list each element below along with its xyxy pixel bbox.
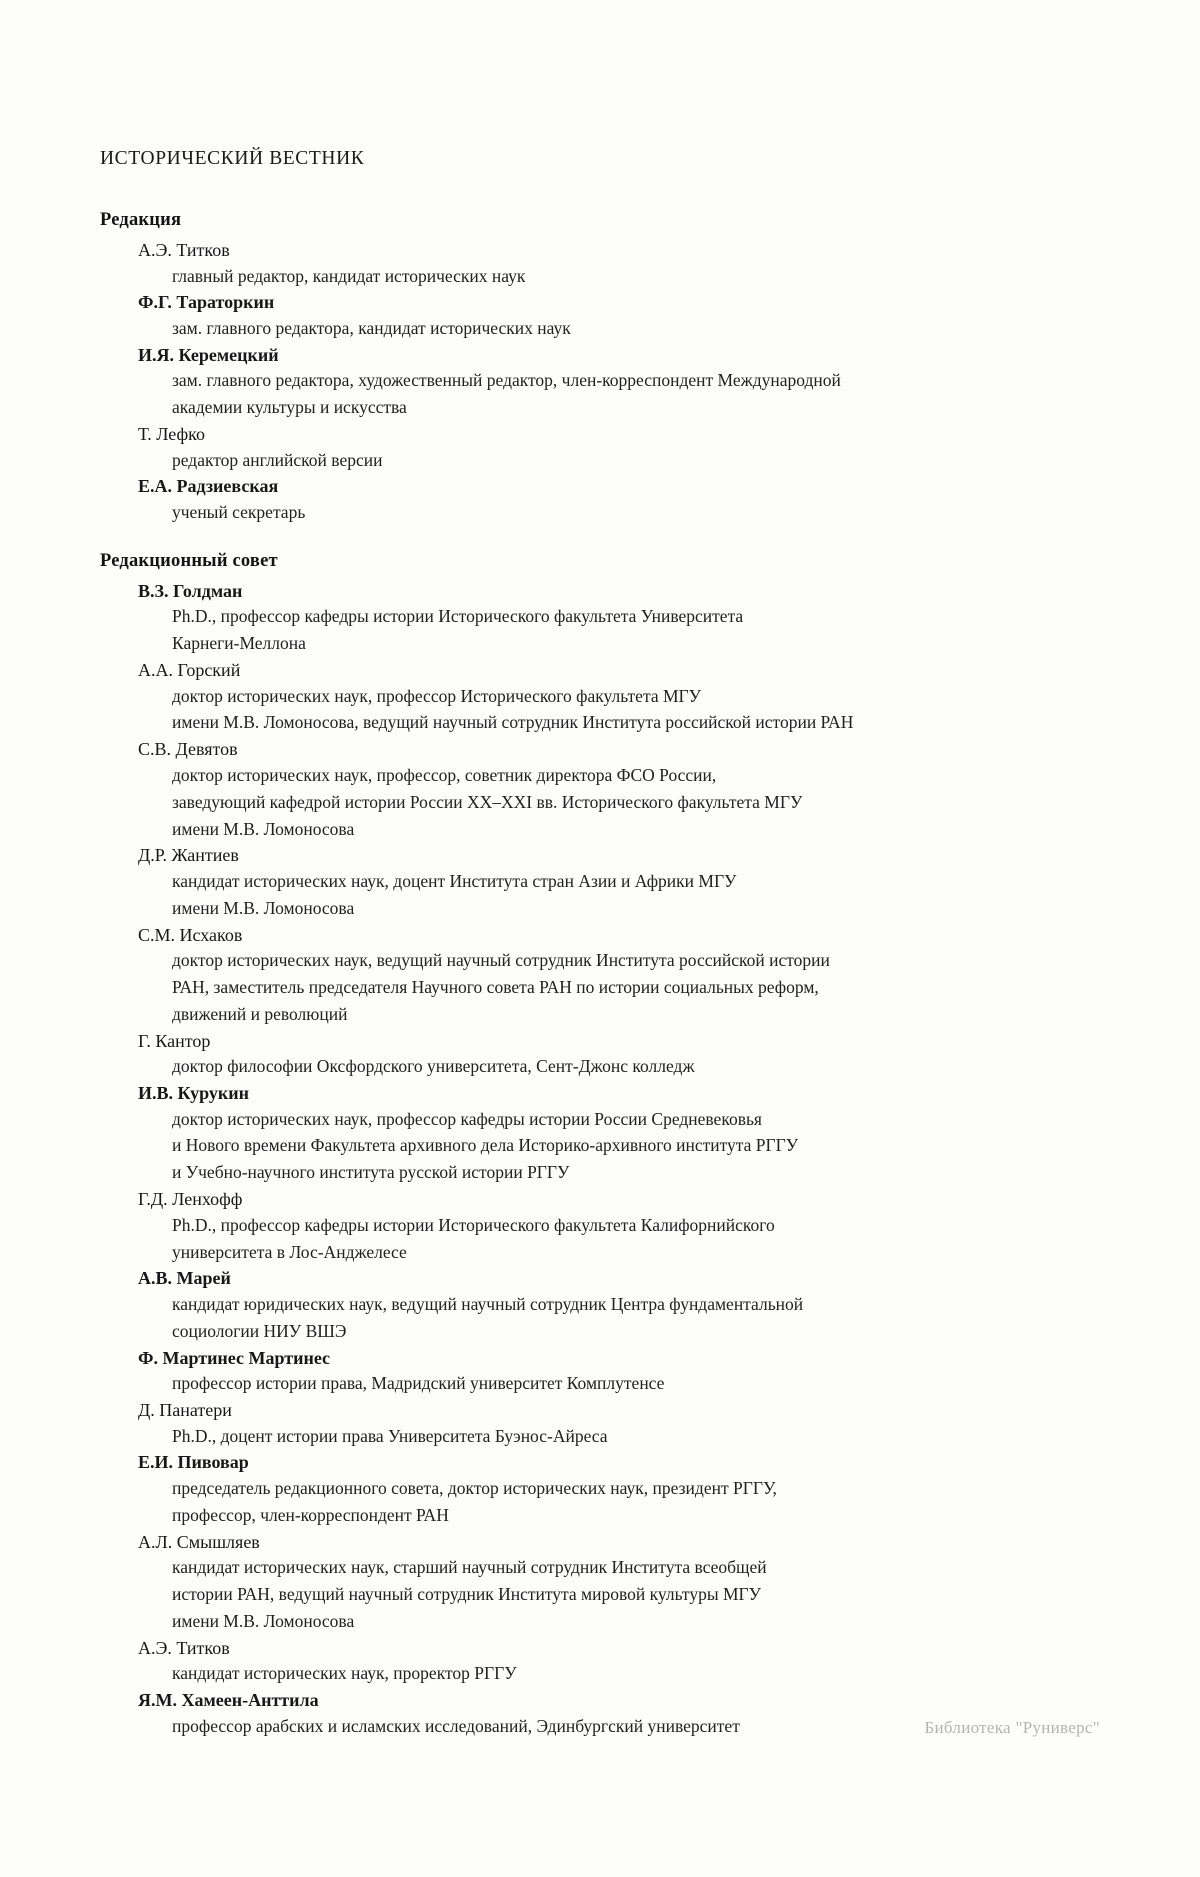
person-entry	[100, 422, 1110, 472]
person-entry	[100, 579, 1110, 656]
person-entry	[100, 1081, 1110, 1185]
person-name: А.А. Горский	[138, 660, 241, 681]
person-role-line: социологии НИУ ВШЭ	[172, 1320, 347, 1341]
person-role-line: имени М.В. Ломоносова	[172, 818, 355, 839]
person-name: В.З. Голдман	[138, 580, 243, 601]
person-role-line: заведующий кафедрой истории России XX–XXI вв. Исторического факультета МГУ	[172, 791, 803, 812]
person-role-line: главный редактор, кандидат исторических наук	[172, 265, 526, 286]
person-entry	[100, 737, 1110, 841]
person-role-line: доктор философии Оксфордского университета, Сент-Джонс колледж	[172, 1056, 695, 1077]
person-name: Ф.Г. Тараторкин	[138, 292, 275, 313]
person-entry	[100, 474, 1110, 524]
person-role-line: движений и революций	[172, 1003, 348, 1024]
person-role-line: и Учебно-научного института русской истории РГГУ	[172, 1162, 570, 1183]
person-role-line: профессор арабских и исламских исследований, Эдинбургский университет	[172, 1715, 740, 1736]
person-role-line: редактор английской версии	[172, 449, 383, 470]
person-name: И.Я. Керемецкий	[138, 344, 279, 365]
person-role-line: имени М.В. Ломоносова	[172, 897, 355, 918]
person-entry	[100, 658, 1110, 735]
person-role-line: кандидат исторических наук, старший научный сотрудник Института всеобщей	[172, 1557, 767, 1578]
person-role-line: кандидат исторических наук, доцент Института стран Азии и Африки МГУ	[172, 870, 737, 891]
person-role-line: доктор исторических наук, профессор Исторического факультета МГУ	[172, 685, 702, 706]
person-name: Ф. Мартинес Мартинес	[138, 1347, 331, 1368]
person-name: А.В. Марей	[138, 1268, 231, 1289]
person-role-line: Ph.D., профессор кафедры истории Исторического факультета Калифорнийского	[172, 1214, 775, 1235]
person-role-line: университета в Лос-Анджелесе	[172, 1241, 407, 1262]
sections-container	[100, 210, 1110, 1738]
person-entry	[100, 1266, 1110, 1343]
person-entry	[100, 1398, 1110, 1448]
person-role-line: кандидат юридических наук, ведущий научный сотрудник Центра фундаментальной	[172, 1293, 804, 1314]
person-role-line: РАН, заместитель председателя Научного совета РАН по истории социальных реформ,	[172, 976, 819, 997]
person-name: Я.М. Хамеен-Анттила	[138, 1690, 319, 1711]
person-role-line: истории РАН, ведущий научный сотрудник Института мировой культуры МГУ	[172, 1584, 762, 1604]
person-role-line: ученый секретарь	[172, 501, 306, 522]
person-role-line: имени М.В. Ломоносова, ведущий научный сотрудник Института российской истории РАН	[172, 712, 854, 733]
person-role-line: доктор исторических наук, профессор, советник директора ФСО России,	[172, 764, 717, 785]
person-role-line: Карнеги-Меллона	[172, 633, 306, 654]
person-role-line: зам. главного редактора, кандидат исторических наук	[172, 317, 571, 338]
person-role-line: Ph.D., доцент истории права Университета Буэнос-Айреса	[172, 1425, 608, 1446]
person-role-line: и Нового времени Факультета архивного дела Историко-архивного института РГГУ	[172, 1135, 799, 1156]
section-heading: Редакция	[100, 210, 182, 230]
person-entry	[100, 1450, 1110, 1527]
person-role-line: председатель редакционного совета, доктор исторических наук, президент РГГУ,	[172, 1477, 777, 1498]
person-entry	[100, 923, 1110, 1027]
person-entry	[100, 1530, 1110, 1634]
person-name: А.Э. Титков	[138, 1637, 230, 1658]
person-name: С.М. Исхаков	[138, 924, 243, 945]
person-name: С.В. Девятов	[138, 739, 238, 760]
person-name: Т. Лефко	[138, 424, 205, 445]
person-entry	[100, 843, 1110, 920]
person-name: А.Л. Смышляев	[138, 1531, 260, 1552]
person-role-line: зам. главного редактора, художественный редактор, член-корреспондент Международной	[172, 370, 841, 391]
person-name: И.В. Курукин	[138, 1083, 249, 1104]
person-entry	[100, 1346, 1110, 1396]
editorial-section	[100, 551, 1110, 1739]
person-entry	[100, 290, 1110, 340]
person-entry	[100, 1029, 1110, 1079]
section-heading: Редакционный совет	[100, 550, 278, 571]
person-role-line: Ph.D., профессор кафедры истории Исторического факультета Университета	[172, 606, 744, 627]
person-name: Д. Панатери	[138, 1399, 232, 1420]
person-role-line: доктор исторических наук, профессор кафедры истории России Средневековья	[172, 1108, 762, 1129]
person-name: Г. Кантор	[138, 1030, 211, 1051]
page-title: ИСТОРИЧЕСКИЙ ВЕСТНИК	[100, 148, 365, 169]
person-name: Е.А. Радзиевская	[138, 476, 279, 497]
person-name: Е.И. Пивовар	[138, 1452, 249, 1473]
person-role-line: доктор исторических наук, ведущий научный сотрудник Института российской истории	[172, 950, 830, 971]
person-name: А.Э. Титков	[138, 240, 230, 260]
person-role-line: академии культуры и искусства	[172, 397, 407, 418]
document-body	[100, 148, 1110, 1764]
person-entry	[100, 1636, 1110, 1686]
person-entry	[100, 238, 1110, 288]
library-watermark: Библиотека "Руниверс"	[924, 1718, 1100, 1737]
person-role-line: имени М.В. Ломоносова	[172, 1610, 355, 1631]
person-name: Д.Р. Жантиев	[138, 845, 239, 866]
person-role-line: профессор, член-корреспондент РАН	[172, 1504, 449, 1525]
person-name: Г.Д. Ленхофф	[138, 1189, 243, 1210]
person-entry	[100, 1187, 1110, 1264]
person-role-line: профессор истории права, Мадридский университет Комплутенсе	[172, 1373, 665, 1394]
person-role-line: кандидат исторических наук, проректор РГГУ	[172, 1663, 517, 1684]
editorial-section	[100, 210, 1110, 525]
person-entry	[100, 343, 1110, 420]
